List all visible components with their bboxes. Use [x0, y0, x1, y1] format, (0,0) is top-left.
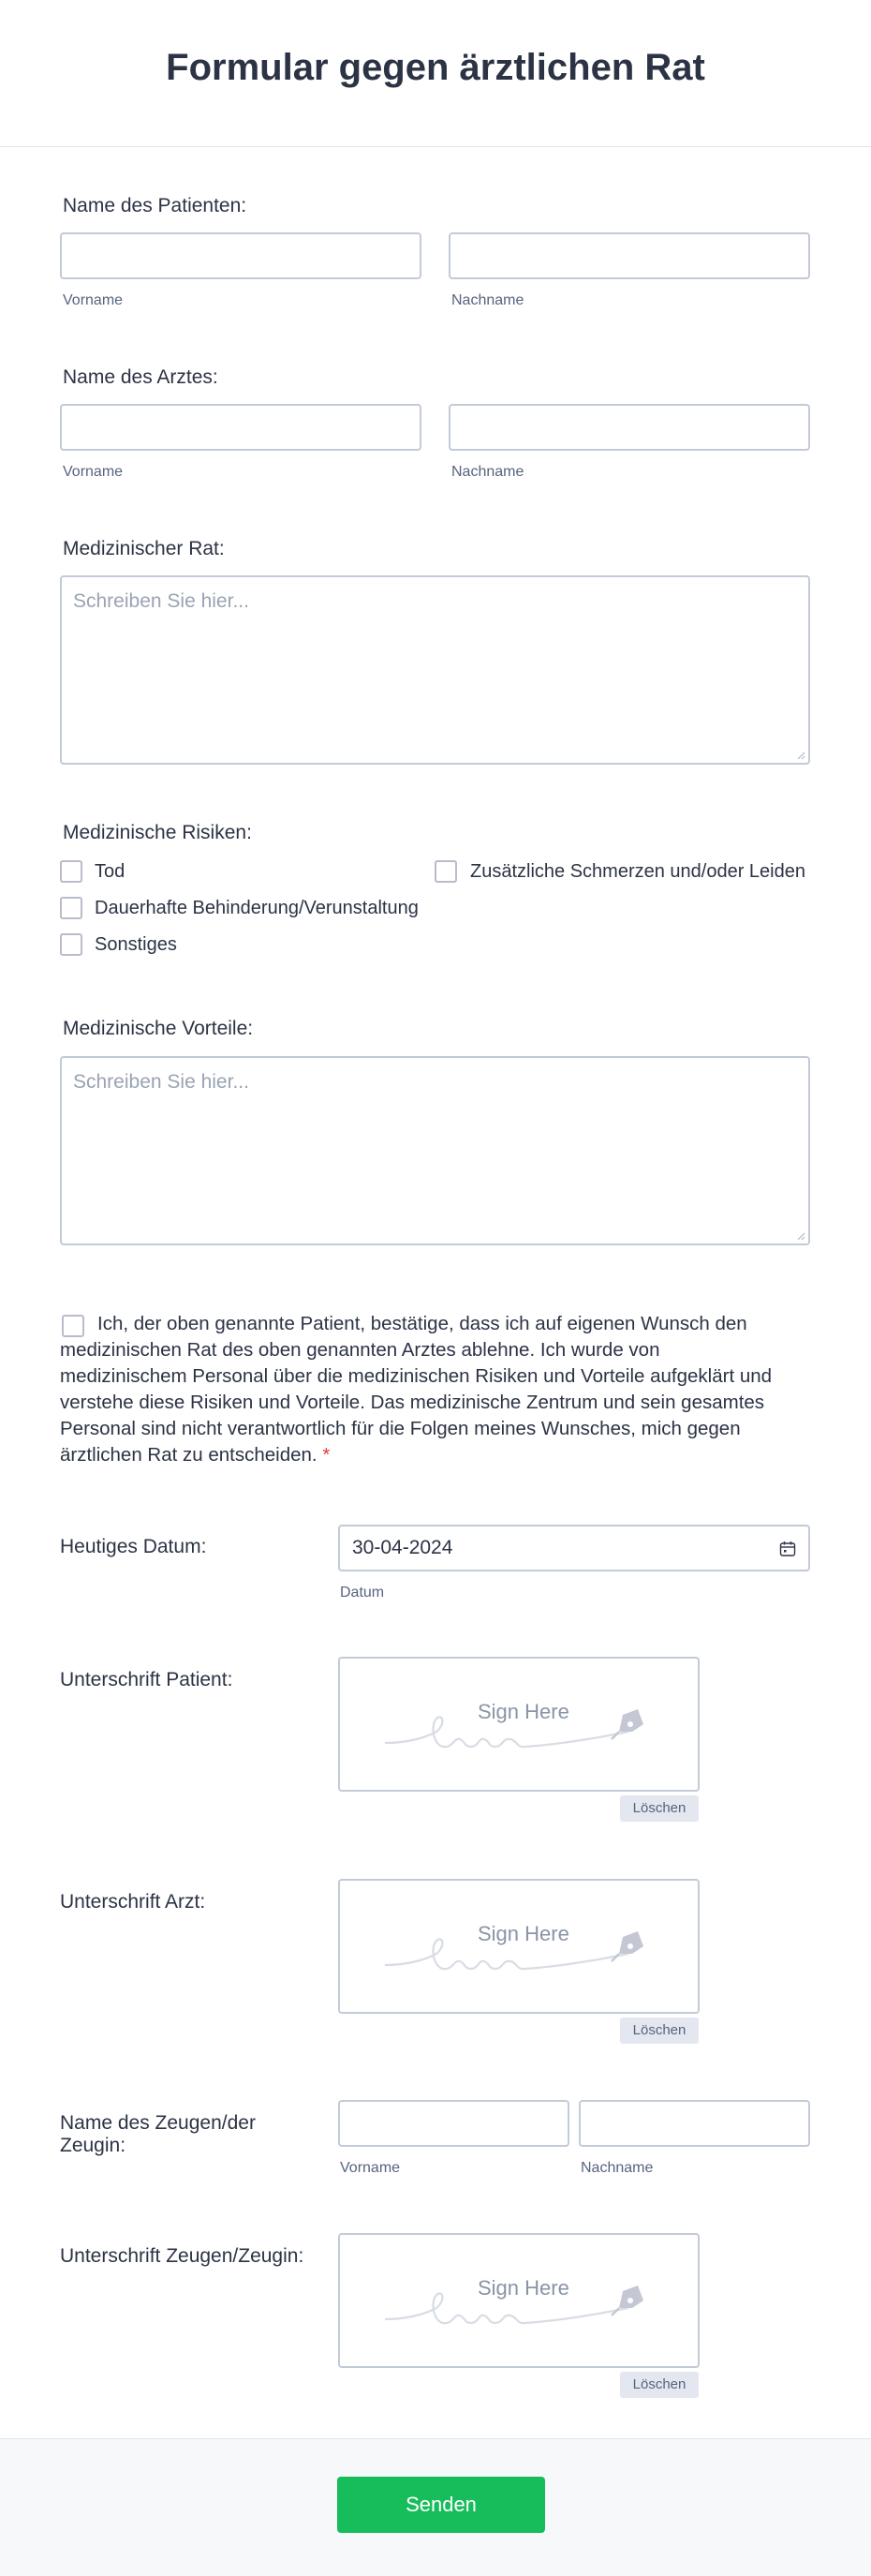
calendar-icon[interactable] [778, 1540, 797, 1558]
risk-checkbox-disability[interactable] [60, 897, 82, 919]
patient-signature-label: Unterschrift Patient: [60, 1669, 233, 1690]
doctor-name-label: Name des Arztes: [63, 366, 218, 388]
risk-option-other: Sonstiges [95, 934, 177, 955]
doctor-last-name-input[interactable] [449, 404, 810, 451]
clear-doctor-signature-button[interactable]: Löschen [620, 2018, 699, 2044]
medical-advice-label: Medizinischer Rat: [63, 538, 225, 559]
witness-name-label: Name des Zeugen/der Zeugin: [60, 2112, 256, 2156]
sign-here-placeholder: Sign Here [478, 1700, 569, 1723]
medical-advice-textarea[interactable] [60, 575, 810, 765]
sign-here-placeholder: Sign Here [478, 2276, 569, 2300]
clear-witness-signature-button[interactable]: Löschen [620, 2372, 699, 2398]
medical-benefits-label: Medizinische Vorteile: [63, 1018, 254, 1039]
medical-benefits-placeholder: Schreiben Sie hier... [73, 1071, 249, 1093]
signature-scribble-icon [385, 2280, 657, 2336]
form-header [0, 0, 871, 147]
required-mark: * [322, 1444, 331, 1466]
form-title: Formular gegen ärztlichen Rat [166, 47, 705, 88]
risk-checkbox-pain[interactable] [435, 860, 457, 883]
doctor-last-name-sublabel: Nachname [451, 464, 524, 480]
patient-last-name-sublabel: Nachname [451, 292, 524, 308]
form-footer [0, 2438, 871, 2576]
patient-name-label: Name des Patienten: [63, 195, 247, 216]
witness-last-name-sublabel: Nachname [581, 2160, 654, 2176]
patient-last-name-input[interactable] [449, 232, 810, 279]
witness-last-name-input[interactable] [579, 2100, 810, 2147]
risk-option-disability: Dauerhafte Behinderung/Verunstaltung [95, 898, 419, 918]
medical-risks-label: Medizinische Risiken: [63, 822, 252, 843]
patient-signature-pad[interactable] [338, 1657, 700, 1792]
medical-advice-placeholder: Schreiben Sie hier... [73, 590, 249, 612]
doctor-signature-label: Unterschrift Arzt: [60, 1891, 206, 1913]
sign-here-placeholder: Sign Here [478, 1922, 569, 1945]
patient-first-name-input[interactable] [60, 232, 421, 279]
clear-patient-signature-button[interactable]: Löschen [620, 1795, 699, 1822]
date-input[interactable] [338, 1525, 810, 1571]
consent-text [60, 1311, 781, 1468]
risk-option-tod: Tod [95, 861, 125, 882]
witness-first-name-sublabel: Vorname [340, 2160, 401, 2176]
doctor-first-name-input[interactable] [60, 404, 421, 451]
doctor-first-name-sublabel: Vorname [63, 464, 124, 480]
signature-scribble-icon [385, 1704, 657, 1760]
witness-first-name-input[interactable] [338, 2100, 569, 2147]
resize-handle-icon[interactable] [796, 751, 805, 760]
witness-signature-pad[interactable] [338, 2233, 700, 2368]
signature-scribble-icon [385, 1926, 657, 1982]
date-label: Heutiges Datum: [60, 1536, 207, 1557]
risk-option-pain: Zusätzliche Schmerzen und/oder Leiden [470, 861, 805, 882]
witness-signature-label: Unterschrift Zeugen/Zeugin: [60, 2245, 304, 2267]
submit-button[interactable]: Senden [337, 2477, 545, 2533]
date-sublabel: Datum [340, 1585, 385, 1601]
risk-checkbox-tod[interactable] [60, 860, 82, 883]
resize-handle-icon[interactable] [796, 1231, 805, 1241]
medical-benefits-textarea[interactable] [60, 1056, 810, 1245]
doctor-signature-pad[interactable] [338, 1879, 700, 2014]
risk-checkbox-other[interactable] [60, 933, 82, 956]
consent-statement: Ich, der oben genannte Patient, bestätige, dass ich auf eigenen Wunsch den medizinischen Rat des oben genannten Arztes ablehne. Ich wurde von medizinischem Personal über die medizinischen Risiken und Vorteile aufgeklärt und verstehe diese Risiken und Vorteile. Das medizinische Zentrum und sein gesamtes Personal sind nicht verantwortlich für die Folgen meines Wunsches, mich gegen ärztlichen Rat zu entscheiden. [60, 1313, 773, 1466]
patient-first-name-sublabel: Vorname [63, 292, 124, 308]
date-value: 30-04-2024 [352, 1537, 453, 1558]
